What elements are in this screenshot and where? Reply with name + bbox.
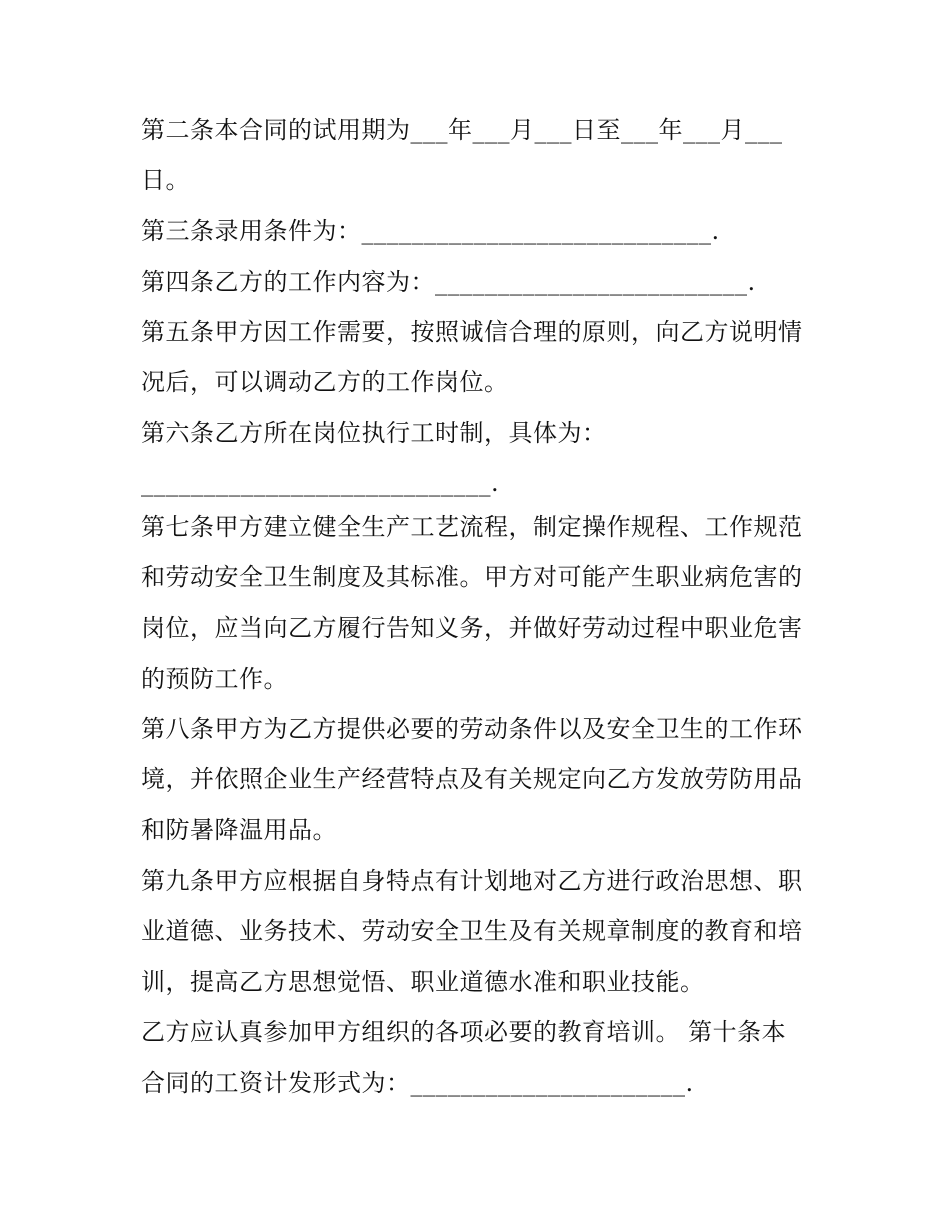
- text-line-article-5-cont: 况后，可以调动乙方的工作岗位。: [141, 368, 509, 396]
- text-line-article-10: 合同的工资计发形式为：______________________.: [141, 1069, 694, 1097]
- text-line-article-6-blank: ____________________________.: [141, 469, 500, 497]
- text-line-article-7: 第七条甲方建立健全生产工艺流程，制定操作规程、工作规范: [141, 513, 803, 541]
- text-line-article-5: 第五条甲方因工作需要，按照诚信合理的原则，向乙方说明情: [141, 318, 803, 346]
- text-line-article-6: 第六条乙方所在岗位执行工时制，具体为：: [141, 419, 607, 447]
- text-line-article-8: 第八条甲方为乙方提供必要的劳动条件以及安全卫生的工作环: [141, 715, 803, 743]
- text-line-article-7-cont-2: 岗位，应当向乙方履行告知义务，并做好劳动过程中职业危害: [141, 614, 803, 642]
- text-line-article-2-cont: 日。: [141, 166, 190, 194]
- text-line-article-4: 第四条乙方的工作内容为：_________________________.: [141, 268, 756, 296]
- text-line-article-9-cont-2: 训，提高乙方思想觉悟、职业道德水准和职业技能。: [141, 968, 705, 996]
- text-line-article-7-cont-3: 的预防工作。: [141, 665, 288, 693]
- text-line-article-8-cont-2: 和防暑降温用品。: [141, 816, 337, 844]
- text-line-article-7-cont-1: 和劳动安全卫生制度及其标准。甲方对可能产生职业病危害的: [141, 563, 803, 591]
- text-line-article-9-training: 乙方应认真参加甲方组织的各项必要的教育培训。 第十条本: [141, 1018, 787, 1046]
- text-line-article-9: 第九条甲方应根据自身特点有计划地对乙方进行政治思想、职: [141, 867, 803, 895]
- text-line-article-9-cont-1: 业道德、业务技术、劳动安全卫生及有关规章制度的教育和培: [141, 917, 803, 945]
- text-line-article-8-cont-1: 境，并依照企业生产经营特点及有关规定向乙方发放劳防用品: [141, 765, 803, 793]
- text-line-article-3: 第三条录用条件为：____________________________.: [141, 217, 720, 245]
- text-line-article-2: 第二条本合同的试用期为___年___月___日至___年___月___: [141, 116, 783, 144]
